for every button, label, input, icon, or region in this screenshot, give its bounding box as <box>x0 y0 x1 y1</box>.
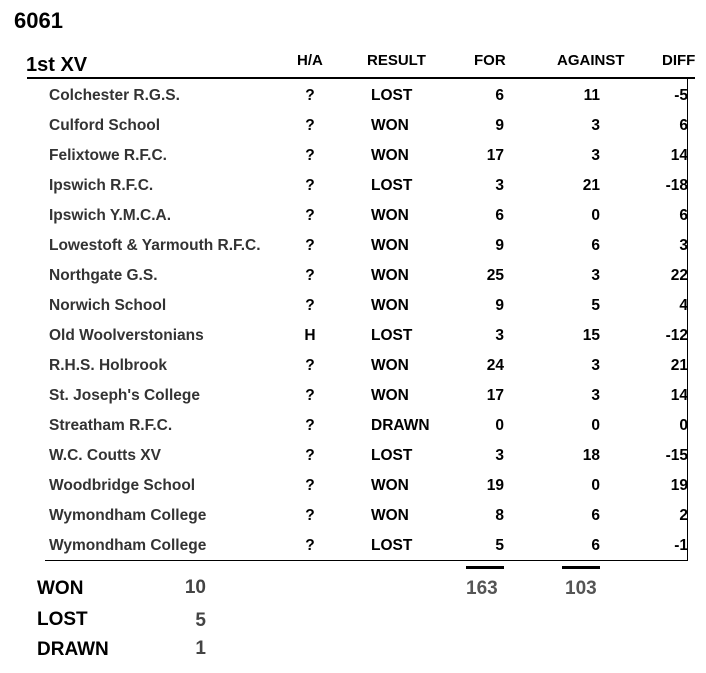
points-for-cell: 17 <box>486 147 504 164</box>
home-away-cell: ? <box>305 387 315 404</box>
result-cell: LOST <box>371 87 413 104</box>
home-away-cell: ? <box>305 507 315 524</box>
home-away-cell: ? <box>305 267 315 284</box>
points-diff-cell: 4 <box>679 297 688 314</box>
points-diff-cell: 14 <box>670 147 688 164</box>
points-diff-cell: 21 <box>670 357 688 374</box>
points-diff-cell: -5 <box>674 87 688 104</box>
opponent-cell: Norwich School <box>49 297 167 314</box>
header-against: AGAINST <box>557 52 625 69</box>
points-for-cell: 9 <box>495 237 504 254</box>
points-against-cell: 21 <box>582 177 600 194</box>
opponent-cell: Culford School <box>49 117 161 134</box>
table-row <box>0 501 706 531</box>
home-away-cell: ? <box>305 357 315 374</box>
points-for-cell: 6 <box>495 87 504 104</box>
result-cell: DRAWN <box>371 417 430 434</box>
points-diff-cell: 22 <box>670 267 688 284</box>
result-cell: WON <box>371 147 409 164</box>
points-diff-cell: 6 <box>679 117 688 134</box>
points-against-cell: 3 <box>591 387 600 404</box>
summary-drawn-label: DRAWN <box>37 639 109 660</box>
home-away-cell: ? <box>305 147 315 164</box>
points-against-cell: 0 <box>591 477 600 494</box>
result-cell: WON <box>371 237 409 254</box>
home-away-cell: ? <box>305 237 315 254</box>
summary-lost-label: LOST <box>37 609 88 630</box>
points-diff-cell: 14 <box>670 387 688 404</box>
table-row <box>0 291 706 321</box>
result-cell: WON <box>371 117 409 134</box>
result-cell: WON <box>371 477 409 494</box>
points-against-cell: 6 <box>591 537 600 554</box>
points-diff-cell: 19 <box>670 477 688 494</box>
home-away-cell: ? <box>305 447 315 464</box>
table-row <box>0 111 706 141</box>
home-away-cell: ? <box>305 207 315 224</box>
opponent-cell: Colchester R.G.S. <box>49 87 180 104</box>
points-against-cell: 0 <box>591 417 600 434</box>
result-cell: WON <box>371 507 409 524</box>
points-for-cell: 19 <box>486 477 504 494</box>
points-for-cell: 9 <box>495 297 504 314</box>
opponent-cell: Woodbridge School <box>49 477 196 494</box>
opponent-cell: Wymondham College <box>49 537 207 554</box>
page-title: 6061 <box>14 8 63 33</box>
home-away-cell: ? <box>305 477 315 494</box>
opponent-cell: Streatham R.F.C. <box>49 417 173 434</box>
opponent-cell: W.C. Coutts XV <box>49 447 161 464</box>
header-result: RESULT <box>367 52 426 69</box>
summary-won-value: 10 <box>184 577 206 598</box>
home-away-cell: ? <box>305 177 315 194</box>
summary-won-label: WON <box>37 578 84 599</box>
table-row <box>0 381 706 411</box>
table-row <box>0 231 706 261</box>
home-away-cell: ? <box>305 297 315 314</box>
table-row <box>0 351 706 381</box>
points-against-cell: 3 <box>591 357 600 374</box>
points-for-cell: 3 <box>495 177 504 194</box>
table-row <box>0 171 706 201</box>
result-cell: WON <box>371 357 409 374</box>
opponent-cell: Ipswich R.F.C. <box>49 177 154 194</box>
for-total-bar <box>466 566 504 569</box>
home-away-cell: ? <box>305 417 315 434</box>
result-cell: WON <box>371 297 409 314</box>
opponent-cell: Ipswich Y.M.C.A. <box>49 207 172 224</box>
points-diff-cell: 2 <box>679 507 688 524</box>
table-bottom-rule <box>45 560 688 561</box>
result-cell: WON <box>371 207 409 224</box>
header-diff: DIFF <box>662 52 696 69</box>
opponent-cell: St. Joseph's College <box>49 387 200 404</box>
opponent-cell: Felixtowe R.F.C. <box>49 147 167 164</box>
points-for-cell: 24 <box>486 357 504 374</box>
table-row <box>0 261 706 291</box>
total-for: 163 <box>466 578 498 599</box>
points-against-cell: 3 <box>591 117 600 134</box>
total-against: 103 <box>565 578 597 599</box>
points-diff-cell: -15 <box>665 447 688 464</box>
header-ha: H/A <box>297 52 323 69</box>
points-for-cell: 25 <box>486 267 504 284</box>
points-for-cell: 6 <box>495 207 504 224</box>
home-away-cell: H <box>304 327 316 344</box>
points-diff-cell: -1 <box>674 537 688 554</box>
result-cell: WON <box>371 267 409 284</box>
result-cell: LOST <box>371 447 413 464</box>
points-diff-cell: -18 <box>665 177 688 194</box>
points-for-cell: 0 <box>495 417 504 434</box>
points-diff-cell: 0 <box>679 417 688 434</box>
opponent-cell: Northgate G.S. <box>49 267 158 284</box>
result-cell: LOST <box>371 537 413 554</box>
results-table <box>0 81 706 561</box>
table-row <box>0 471 706 501</box>
points-against-cell: 3 <box>591 147 600 164</box>
points-against-cell: 6 <box>591 507 600 524</box>
points-against-cell: 6 <box>591 237 600 254</box>
opponent-cell: Lowestoft & Yarmouth R.F.C. <box>49 237 261 254</box>
result-cell: LOST <box>371 177 413 194</box>
home-away-cell: ? <box>305 87 315 104</box>
table-row <box>0 141 706 171</box>
against-total-bar <box>562 566 600 569</box>
points-diff-cell: 3 <box>679 237 688 254</box>
opponent-cell: Old Woolverstonians <box>49 327 204 344</box>
points-against-cell: 3 <box>591 267 600 284</box>
summary-lost-value: 5 <box>195 610 206 631</box>
points-against-cell: 0 <box>591 207 600 224</box>
summary-drawn-value: 1 <box>195 638 206 659</box>
points-for-cell: 3 <box>495 447 504 464</box>
result-cell: WON <box>371 387 409 404</box>
points-for-cell: 3 <box>495 327 504 344</box>
points-diff-cell: -12 <box>665 327 688 344</box>
table-row <box>0 81 706 111</box>
points-against-cell: 18 <box>582 447 600 464</box>
points-diff-cell: 6 <box>679 207 688 224</box>
points-against-cell: 11 <box>583 87 600 104</box>
opponent-cell: R.H.S. Holbrook <box>49 357 167 374</box>
home-away-cell: ? <box>305 117 315 134</box>
opponent-cell: Wymondham College <box>49 507 207 524</box>
team-label: 1st XV <box>26 54 88 76</box>
header-for: FOR <box>474 52 506 69</box>
points-for-cell: 8 <box>495 507 504 524</box>
points-for-cell: 9 <box>495 117 504 134</box>
home-away-cell: ? <box>305 537 315 554</box>
table-row <box>0 321 706 351</box>
table-row <box>0 441 706 471</box>
points-against-cell: 5 <box>591 297 600 314</box>
header-rule <box>27 77 695 79</box>
table-row <box>0 531 706 561</box>
table-row <box>0 411 706 441</box>
table-row <box>0 201 706 231</box>
points-for-cell: 5 <box>495 537 504 554</box>
points-against-cell: 15 <box>582 327 600 344</box>
points-for-cell: 17 <box>486 387 504 404</box>
result-cell: LOST <box>371 327 413 344</box>
